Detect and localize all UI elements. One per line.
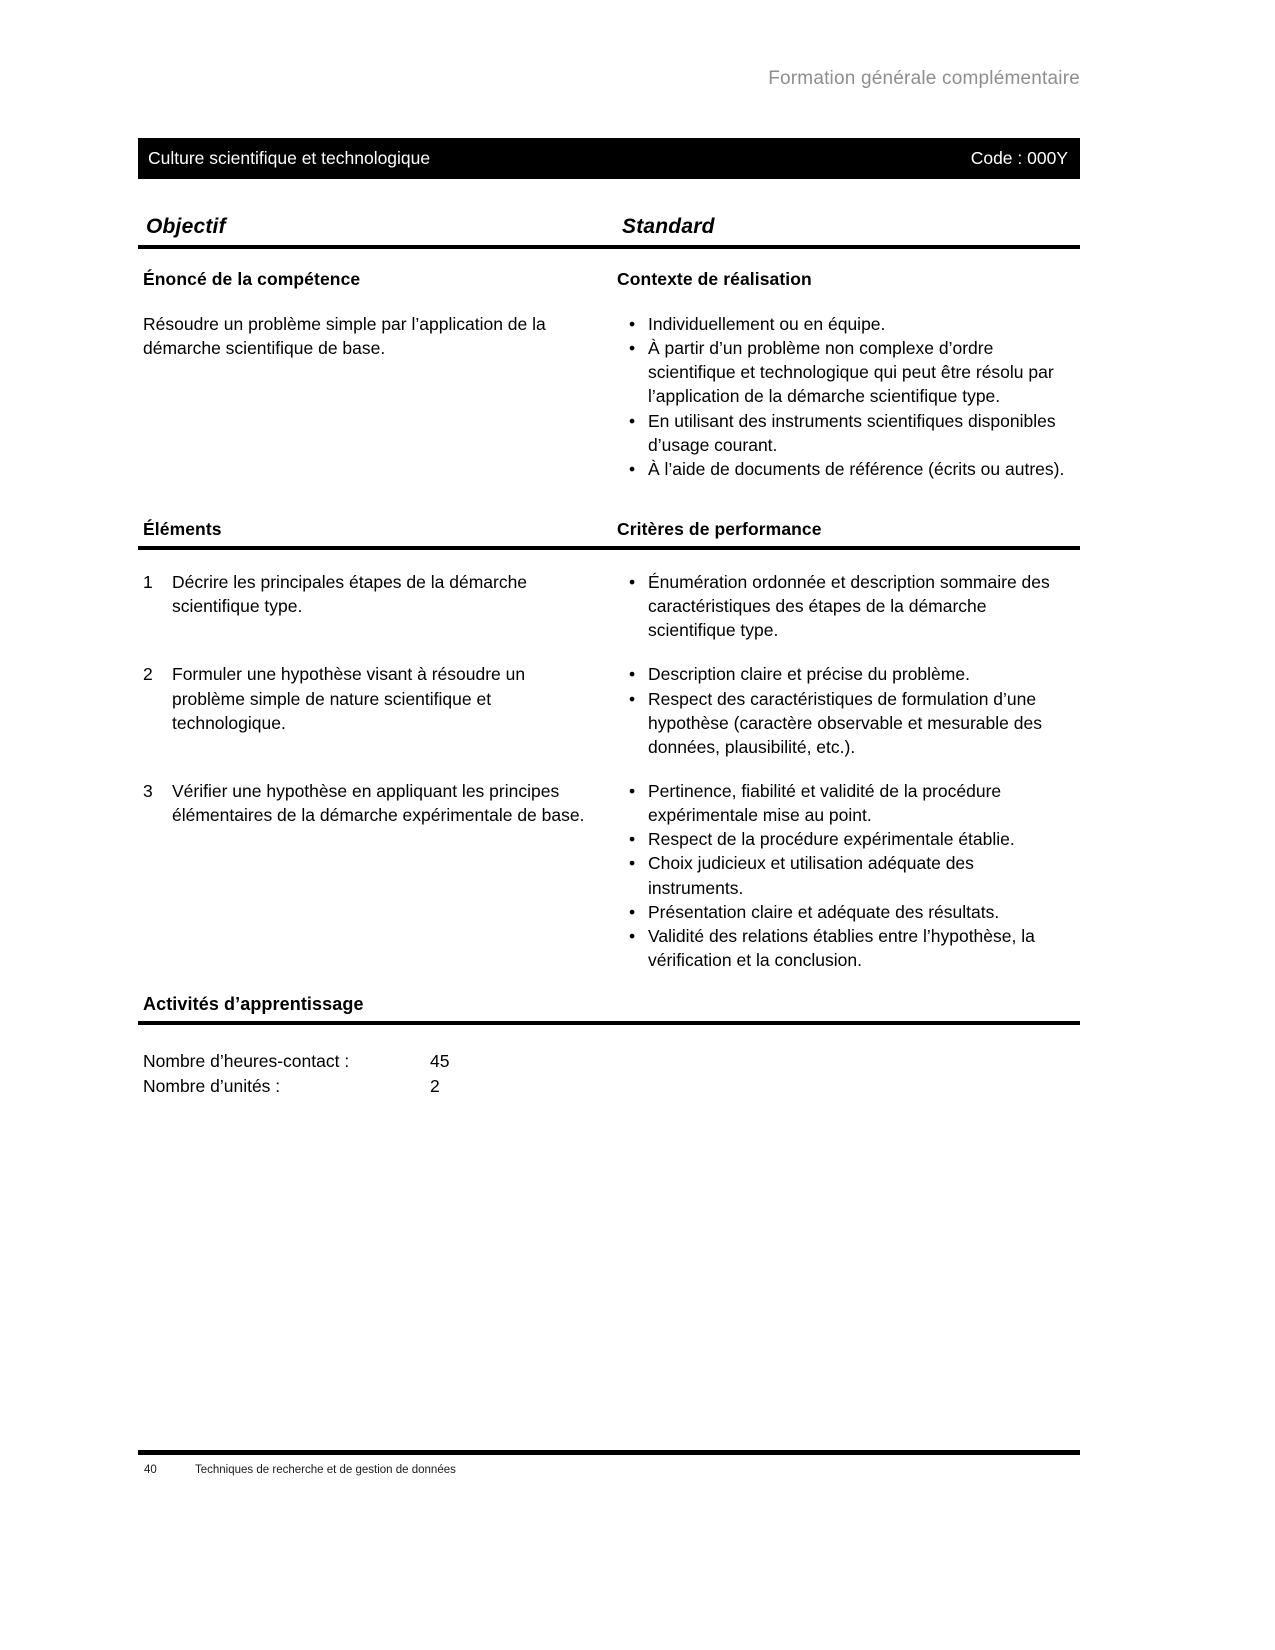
list-item: • Validité des relations établies entre l’hypothèse, la vérification et la conclusion. bbox=[617, 924, 1057, 972]
element-text: Vérifier une hypothèse en appliquant les principes élémentaires de la démarche expérimentale de base. bbox=[172, 780, 585, 826]
criteres-group-1 bbox=[617, 570, 1078, 642]
criteres-group-2 bbox=[617, 662, 1078, 759]
element-row-2 bbox=[138, 662, 1080, 759]
element-item bbox=[143, 662, 589, 734]
page-footer bbox=[138, 1450, 1080, 1476]
hours-contact-row bbox=[143, 1049, 1080, 1074]
running-header: Formation générale complémentaire bbox=[768, 68, 1080, 89]
list-item: • Individuellement ou en équipe. bbox=[617, 312, 1078, 336]
enonce-contexte-section bbox=[138, 269, 1080, 481]
hours-contact-value: 45 bbox=[430, 1051, 450, 1072]
list-item: • À partir d’un problème non complexe d’ordre scientifique et technologique qui peut être résolu par l’application de la démarche scientifique type. bbox=[617, 336, 1078, 408]
list-item: • Pertinence, fiabilité et validité de la procédure expérimentale mise au point. bbox=[617, 779, 1057, 827]
elements-heading: Éléments bbox=[143, 518, 222, 539]
element-row-1 bbox=[138, 570, 1080, 642]
element-row-3 bbox=[138, 779, 1080, 972]
activites-details bbox=[138, 1049, 1080, 1098]
elements-criteres-header bbox=[138, 519, 1080, 550]
enonce-heading: Énoncé de la compétence bbox=[143, 269, 361, 289]
element-text: Décrire les principales étapes de la démarche scientifique type. bbox=[172, 571, 528, 617]
list-item: • Présentation claire et adéquate des résultats. bbox=[617, 900, 1057, 924]
list-item: • En utilisant des instruments scientifiques disponibles d’usage courant. bbox=[617, 409, 1078, 457]
units-label: Nombre d’unités : bbox=[143, 1075, 281, 1096]
criteres-group-3 bbox=[617, 779, 1078, 972]
contexte-bullet-list bbox=[617, 312, 1078, 481]
element-item bbox=[143, 779, 589, 827]
activites-heading: Activités d’apprentissage bbox=[143, 994, 364, 1015]
units-row bbox=[143, 1074, 1080, 1099]
enonce-text: Résoudre un problème simple par l’application de la démarche scientifique de base. bbox=[143, 314, 546, 359]
element-number: 3 bbox=[143, 780, 153, 801]
objectif-heading: Objectif bbox=[146, 215, 226, 238]
course-title: Culture scientifique et technologique bbox=[148, 148, 431, 168]
list-item: • Énumération ordonnée et description sommaire des caractéristiques des étapes de la démarche scientifique type. bbox=[617, 570, 1057, 642]
footer-text: Techniques de recherche et de gestion de données bbox=[195, 1464, 456, 1476]
hours-contact-label: Nombre d’heures-contact : bbox=[143, 1051, 350, 1072]
element-number: 1 bbox=[143, 571, 153, 592]
list-item: • Respect de la procédure expérimentale établie. bbox=[617, 827, 1057, 851]
course-title-bar bbox=[138, 138, 1080, 179]
element-item bbox=[143, 570, 589, 618]
activites-header bbox=[138, 994, 1080, 1025]
list-item: • Choix judicieux et utilisation adéquate des instruments. bbox=[617, 851, 1057, 899]
list-item: • À l’aide de documents de référence (écrits ou autres). bbox=[617, 457, 1078, 481]
list-item: • Description claire et précise du problème. bbox=[617, 662, 1057, 686]
criteres-heading: Critères de performance bbox=[617, 518, 822, 539]
element-text: Formuler une hypothèse visant à résoudre un problème simple de nature scientifique et technologique. bbox=[172, 664, 526, 733]
list-item: • Respect des caractéristiques de formulation d’une hypothèse (caractère observable et mesurable des données, plausibilité, etc.). bbox=[617, 687, 1057, 759]
footer-rule bbox=[138, 1450, 1080, 1455]
standard-heading: Standard bbox=[622, 215, 715, 238]
elements-criteres-body bbox=[138, 570, 1080, 972]
units-value: 2 bbox=[430, 1075, 440, 1096]
objectif-standard-header bbox=[138, 215, 1080, 249]
contexte-heading: Contexte de réalisation bbox=[617, 269, 812, 289]
course-code: Code : 000Y bbox=[970, 148, 1068, 168]
page-number: 40 bbox=[144, 1464, 157, 1476]
element-number: 2 bbox=[143, 664, 153, 685]
